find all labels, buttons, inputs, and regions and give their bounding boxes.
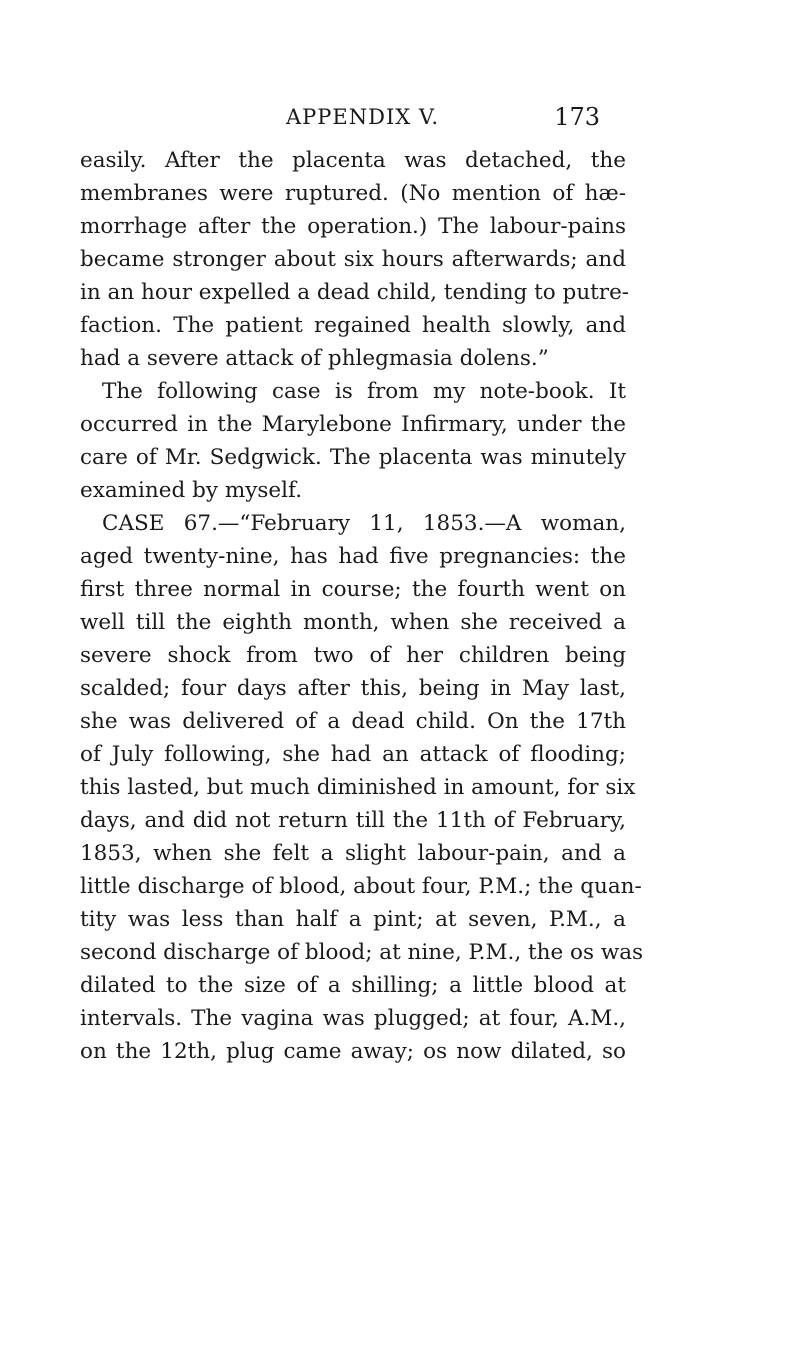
text-line: on the 12th, plug came away; os now dilated, so [80, 1039, 626, 1064]
text-line: aged twenty-nine, has had five pregnancies: the [80, 544, 626, 569]
running-head: APPENDIX V. [286, 105, 440, 129]
text-line: tity was less than half a pint; at seven, P.M., a [80, 907, 626, 932]
text-line: little discharge of blood, about four, P.M.; the quan- [80, 874, 642, 899]
page-header [286, 100, 600, 134]
text-line: she was delivered of a dead child. On the 17th [80, 709, 626, 734]
text-line: scalded; four days after this, being in May last, [80, 676, 626, 701]
text-line: of July following, she had an attack of flooding; [80, 742, 626, 767]
text-line: The following case is from my note-book. It [102, 379, 626, 404]
text-line: had a severe attack of phlegmasia dolens.” [80, 346, 549, 371]
text-line: dilated to the size of a shilling; a little blood at [80, 973, 626, 998]
text-line: intervals. The vagina was plugged; at four, A.M., [80, 1006, 626, 1031]
text-line: occurred in the Marylebone Infirmary, under the [80, 412, 626, 437]
text-line: membranes were ruptured. (No mention of hæ- [80, 181, 626, 206]
text-line: in an hour expelled a dead child, tending to putre- [80, 280, 630, 305]
text-line: easily. After the placenta was detached, the [80, 148, 626, 173]
text-line: became stronger about six hours afterwards; and [80, 247, 626, 272]
text-line: faction. The patient regained health slowly, and [80, 313, 626, 338]
text-line: CASE 67.—“February 11, 1853.—A woman, [102, 511, 626, 536]
text-line: second discharge of blood; at nine, P.M., the os was [80, 940, 644, 965]
text-line: days, and did not return till the 11th of February, [80, 808, 626, 833]
page-number: 173 [554, 103, 600, 131]
text-line: examined by myself. [80, 478, 303, 503]
body-text [80, 144, 644, 1068]
text-line: this lasted, but much diminished in amount, for six [80, 775, 636, 800]
text-line: morrhage after the operation.) The labour-pains [80, 214, 626, 239]
text-line: first three normal in course; the fourth went on [80, 577, 626, 602]
text-line: severe shock from two of her children being [80, 643, 626, 668]
text-line: well till the eighth month, when she received a [80, 610, 626, 635]
text-line: care of Mr. Sedgwick. The placenta was minutely [80, 445, 626, 470]
text-line: 1853, when she felt a slight labour-pain, and a [80, 841, 626, 866]
